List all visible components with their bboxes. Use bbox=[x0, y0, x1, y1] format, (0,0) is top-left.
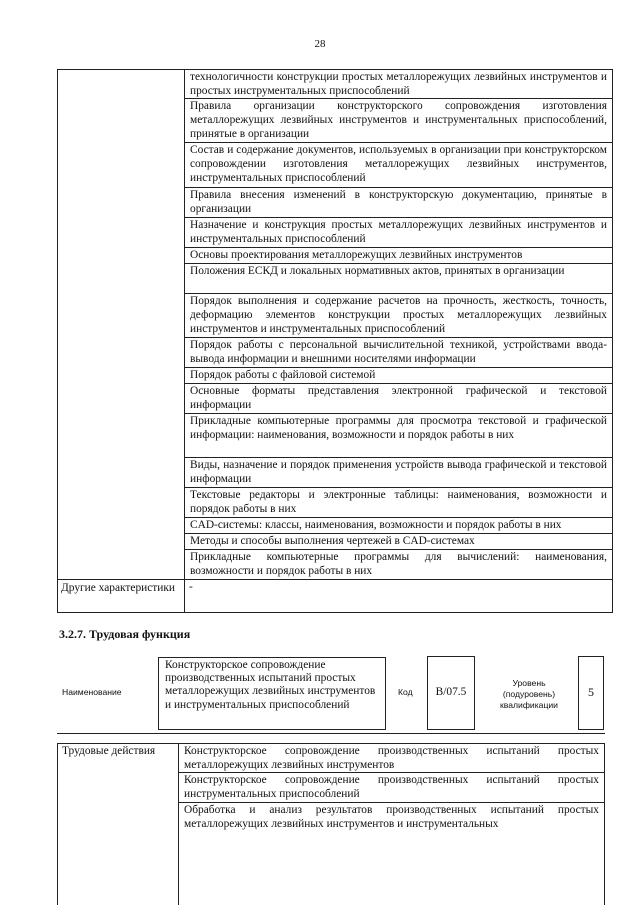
knowledge-item: Состав и содержание документов, используемых в организации при конструкторском сопровождении изготовления металлорежущих лезвийных инструментов, инструментальных приспособлений bbox=[185, 143, 612, 188]
labor-action-item: Конструкторское сопровождение производственных испытаний простых инструментальных приспособлений bbox=[179, 773, 604, 803]
knowledge-item: Назначение и конструкция простых металлорежущих лезвийных инструментов и инструментальных приспособлений bbox=[185, 218, 612, 248]
knowledge-label-cell bbox=[58, 70, 185, 612]
other-characteristics-label: Другие характеристики bbox=[61, 582, 176, 594]
labor-action-item: Конструкторское сопровождение производственных испытаний простых металлорежущих лезвийных инструментов bbox=[179, 744, 604, 773]
knowledge-item: Порядок выполнения и содержание расчетов на прочность, жесткость, точность, деформацию элементов конструкции простых металлорежущих лезвийных инструментов и инструментальных приспособлений bbox=[185, 294, 612, 338]
knowledge-item: Основные форматы представления электронной графической и текстовой информации bbox=[185, 384, 612, 414]
other-characteristics-value: - bbox=[189, 581, 193, 593]
knowledge-item: Порядок работы с персональной вычислительной техникой, устройствами ввода-вывода информации и внешними носителями информации bbox=[185, 338, 612, 368]
knowledge-item: Методы и способы выполнения чертежей в CAD-системах bbox=[185, 534, 612, 550]
knowledge-item: Положения ЕСКД и локальных нормативных актов, принятых в организации bbox=[185, 264, 612, 294]
qualification-level-value bbox=[578, 656, 604, 730]
section-heading: 3.2.7. Трудовая функция bbox=[59, 627, 191, 641]
function-code-value bbox=[427, 656, 475, 730]
function-code-label: Код bbox=[398, 687, 413, 697]
function-name-value: Конструкторское сопровождение производственных испытаний простых металлорежущих лезвийных инструментов и инструментальных приспособлений bbox=[158, 657, 386, 730]
knowledge-item: Порядок работы с файловой системой bbox=[185, 368, 612, 384]
knowledge-item: Правила организации конструкторского сопровождения изготовления металлорежущих лезвийных инструментов и инструментальных приспособлений, принятые в организации bbox=[185, 99, 612, 143]
other-characteristics-row bbox=[58, 579, 612, 612]
function-divider bbox=[57, 733, 605, 734]
labor-action-item: Обработка и анализ результатов производственных испытаний простых металлорежущих лезвийных инструментов и инструментальных bbox=[184, 804, 599, 830]
knowledge-item: Прикладные компьютерные программы для вычислений: наименования, возможности и порядок работы в них bbox=[190, 551, 607, 577]
knowledge-item: технологичности конструкции простых металлорежущих лезвийных инструментов и простых инструментальных приспособлений bbox=[185, 70, 612, 99]
knowledge-items-column bbox=[185, 70, 612, 579]
knowledge-item: Основы проектирования металлорежущих лезвийных инструментов bbox=[185, 248, 612, 264]
knowledge-table bbox=[57, 69, 613, 613]
knowledge-item: Правила внесения изменений в конструкторскую документацию, принятые в организации bbox=[185, 188, 612, 218]
labor-actions-table bbox=[57, 743, 605, 905]
knowledge-item: Текстовые редакторы и электронные таблицы: наименования, возможности и порядок работы в них bbox=[185, 488, 612, 518]
labor-actions-column bbox=[179, 744, 604, 832]
qualification-level-label: Уровень (подуровень) квалификации bbox=[500, 678, 558, 710]
function-name-label: Наименование bbox=[62, 687, 122, 697]
qualification-level-text: 5 bbox=[588, 685, 594, 700]
function-code-text: B/07.5 bbox=[435, 686, 467, 699]
labor-actions-label: Трудовые действия bbox=[58, 744, 179, 905]
knowledge-item: CAD-системы: классы, наименования, возможности и порядок работы в них bbox=[185, 518, 612, 534]
knowledge-item: Прикладные компьютерные программы для просмотра текстовой и графической информации: наименования, возможности и порядок работы в них bbox=[185, 414, 612, 458]
knowledge-item: Виды, назначение и порядок применения устройств вывода графической и текстовой информации bbox=[185, 458, 612, 488]
page-number: 28 bbox=[314, 38, 326, 50]
